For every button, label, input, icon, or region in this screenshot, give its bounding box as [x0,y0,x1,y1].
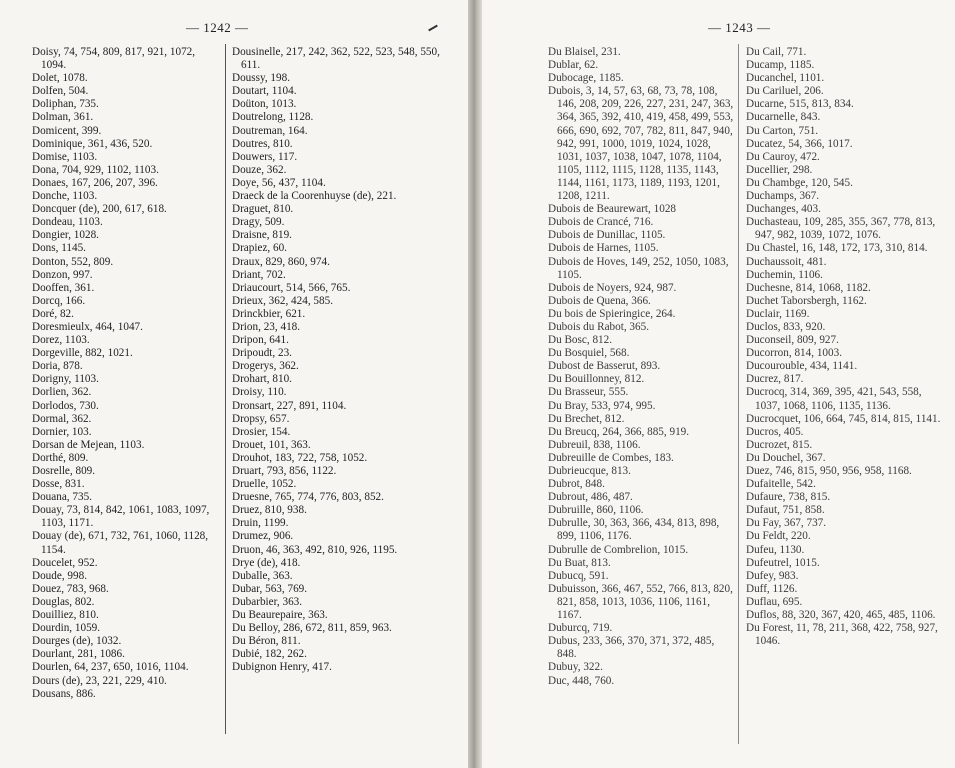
index-entry: Draisne, 819. [232,229,292,242]
index-entry: Dubruille, 860, 1106. [548,504,644,517]
index-entry: Duconseil, 809, 927. [746,334,839,347]
index-entry: Dubarbier, 363. [232,595,303,608]
index-entry: Druart, 793, 856, 1122. [232,465,337,477]
index-entry: Dubuy, 322. [548,661,603,674]
index-entry: Dosse, 831. [32,478,85,491]
index-entry: Doliphan, 735. [32,98,99,111]
index-entry: Dronsart, 227, 891, 1104. [232,399,347,412]
index-entry: Douglas, 802. [32,595,95,608]
index-entry: Drouhot, 183, 722, 758, 1052. [232,451,368,464]
index-entry: Duchanges, 403. [746,203,821,216]
index-entry: Doye, 56, 437, 1104. [232,176,326,189]
index-entry: Douay, 73, 814, 842, 1061, 1083, 1097, 1103, 1171. [32,504,210,530]
index-entry: Dufeu, 1130. [746,543,805,556]
index-entry: Ducrocq, 314, 369, 395, 421, 543, 558, 1037, 1068, 1106, 1135, 1136. [746,386,922,412]
index-entry: Du Blaisel, 231. [548,46,621,58]
index-entry: Dubois de Hoves, 149, 252, 1050, 1083, 1105. [548,255,729,281]
index-entry: Draguet, 810. [232,203,294,216]
index-entry: Dubois, 3, 14, 57, 63, 68, 73, 78, 108, 146, 208, 209, 226, 227, 231, 247, 363, 364, 365, 392, 410, 419, 458, 499, 553, 666, 690, 692, 707, 782, 811, 847, 940, 942, 991, 1000, 1019, 1024, 1028, 1031, 1037, 1038, 1047, 1078, 1104, 1105, 1112, 1115, 1128, 1135, 1143, 1144, 1161, 1173, 1189, 1193, 1201, 1208, 1211. [548,85,734,203]
index-entry: Drion, 23, 418. [232,320,301,333]
index-entry: Dubois du Rabot, 365. [548,320,649,333]
index-entry: Duballe, 363. [232,569,293,582]
index-entry: Dubois de Harnes, 1105. [548,242,659,255]
index-entry: Dourlen, 64, 237, 650, 1016, 1104. [32,661,189,674]
index-entry: Dorigny, 1103. [32,373,99,386]
index-entry: Druin, 1199. [232,517,289,530]
index-entry: Dorcq, 166. [32,294,86,307]
index-entry: Dufaut, 751, 858. [746,504,825,517]
index-entry: Ducatez, 54, 366, 1017. [746,137,853,150]
index-entry: Dosrelle, 809. [32,465,96,477]
index-entry: Duflau, 695. [746,595,803,608]
index-entry: Dons, 1145. [32,242,86,255]
index-entry: Dublar, 62. [548,59,599,72]
index-entry: Dubocage, 1185. [548,72,624,85]
index-entry: Dubuisson, 366, 467, 552, 766, 813, 820, 821, 858, 1013, 1036, 1106, 1161, 1167. [548,582,733,622]
index-entry: Dubrulle, 30, 363, 366, 434, 813, 898, 899, 1106, 1176. [548,517,720,543]
index-entry: Du Brasseur, 555. [548,386,629,399]
index-entry: Dubar, 563, 769. [232,582,308,595]
index-entry: Dubrout, 486, 487. [548,491,633,504]
index-entry: Dondeau, 1103. [32,216,103,229]
index-entry: Du Carton, 751. [746,124,819,137]
index-entry: Domise, 1103. [32,150,98,163]
index-entry: Duchesne, 814, 1068, 1182. [746,281,871,294]
index-entry: Doria, 878. [32,360,83,373]
index-entry: Dubois de Crancé, 716. [548,216,654,229]
index-entry: Dolfen, 504. [32,85,89,98]
index-entry: Driant, 702. [232,268,286,281]
column-divider [225,44,226,734]
index-entry: Drinckbier, 621. [232,307,306,320]
index-entry: Dubois de Beaurewart, 1028 [548,203,677,216]
index-entry: Dubost de Basserut, 893. [548,360,661,373]
index-column [232,46,442,675]
index-entry: Du Forest, 11, 78, 211, 368, 422, 758, 927, 1046. [746,622,938,648]
index-entry: Drohart, 810. [232,373,292,386]
index-entry: Du Beaurepaire, 363. [232,609,328,622]
index-entry: Douana, 735. [32,491,92,504]
index-entry: Donaes, 167, 206, 207, 396. [32,176,158,189]
index-entry: Dorthé, 809. [32,451,89,464]
index-entry: Dubois de Dunillac, 1105. [548,229,666,242]
index-entry: Du bois de Spieringice, 264. [548,307,676,320]
index-entry: Duc, 448, 760. [548,674,615,687]
index-entry: Dubrulle de Combrelion, 1015. [548,543,689,556]
index-entry: Dufaitelle, 542. [746,478,816,491]
index-entry: Doucelet, 952. [32,556,98,569]
index-entry: Ducarnelle, 843. [746,111,821,124]
index-entry: Dourges (de), 1032. [32,635,122,648]
index-entry: Dourlant, 281, 1086. [32,648,125,661]
book-gutter [468,0,482,768]
index-entry: Du Cail, 771. [746,46,807,58]
index-entry: Dubié, 182, 262. [232,648,307,661]
index-entry: Dolman, 361. [32,111,94,124]
index-column [32,46,222,701]
index-entry: Duez, 746, 815, 950, 956, 958, 1168. [746,465,912,477]
index-entry: Doisy, 74, 754, 809, 817, 921, 1072, 1094. [32,46,196,72]
index-entry: Du Fay, 367, 737. [746,517,827,530]
index-entry: Druesne, 765, 774, 776, 803, 852. [232,491,384,504]
index-entry: Draux, 829, 860, 974. [232,255,330,268]
index-entry: Dolet, 1078. [32,72,88,85]
index-entry: Drapiez, 60. [232,242,287,255]
index-entry: Dubois de Noyers, 924, 987. [548,281,677,294]
page-number: — 1243 — [708,20,771,35]
index-entry: Domicent, 399. [32,124,102,137]
index-entry: Dorlodos, 730. [32,399,99,412]
index-entry: Dripoudt, 23. [232,347,292,360]
index-entry: Du Cariluel, 206. [746,85,824,98]
index-entry: Douilliez, 810. [32,609,99,622]
index-entry: Duchamps, 367. [746,190,820,203]
index-entry: Duchemin, 1106. [746,268,823,281]
index-entry: Doncquer (de), 200, 617, 618. [32,203,167,216]
index-entry: Doutres, 810. [232,137,293,150]
index-entry: Duburcq, 719. [548,622,613,635]
index-entry: Dormal, 362. [32,412,92,425]
index-entry: Dorez, 1103. [32,334,90,347]
index-entry: Douze, 362. [232,163,287,176]
index-entry: Drye (de), 418. [232,556,301,569]
index-entry: Duchet Taborsbergh, 1162. [746,294,867,307]
index-entry: Doresmieulx, 464, 1047. [32,320,143,333]
index-entry: Du Cauroy, 472. [746,150,820,163]
column-divider [738,44,739,744]
index-entry: Du Chambge, 120, 545. [746,176,853,189]
index-entry: Driaucourt, 514, 566, 765. [232,281,351,294]
index-entry: Duclos, 833, 920. [746,320,826,333]
index-entry: Du Bosc, 812. [548,334,613,347]
index-entry: Dufaure, 738, 815. [746,491,831,504]
index-entry: Druez, 810, 938. [232,504,307,517]
index-entry: Drouet, 101, 363. [232,438,311,451]
index-entry: Ducellier, 298. [746,163,813,176]
index-entry: Duclair, 1169. [746,307,810,320]
index-entry: Ducorron, 814, 1003. [746,347,843,360]
index-entry: Ducarne, 515, 813, 834. [746,98,854,111]
index-entry: Dripon, 641. [232,334,289,347]
index-entry: Dooffen, 361. [32,281,95,294]
index-entry: Du Brechet, 812. [548,412,625,425]
index-entry: Doude, 998. [32,569,87,582]
index-entry: Droisy, 110. [232,386,287,399]
index-entry: Doutart, 1104. [232,85,297,98]
index-entry: Donche, 1103. [32,190,98,203]
index-entry: Dourdin, 1059. [32,622,101,635]
index-entry: Douay (de), 671, 732, 761, 1060, 1128, 1154. [32,530,209,556]
index-entry: Du Chastel, 16, 148, 172, 173, 310, 814. [746,242,928,255]
index-entry: Dufey, 983. [746,569,799,582]
index-entry: Duchasteau, 109, 285, 355, 367, 778, 813, 947, 982, 1039, 1072, 1076. [746,216,936,242]
index-entry: Ducrez, 817. [746,373,804,386]
index-entry: Du Béron, 811. [232,635,301,648]
index-entry: Dubreuil, 838, 1106. [548,438,641,451]
index-entry: Drogerys, 362. [232,360,299,373]
index-entry: Dominique, 361, 436, 520. [32,137,153,150]
index-entry: Drosier, 154. [232,425,291,438]
index-entry: Du Bray, 533, 974, 995. [548,399,656,412]
index-entry: Du Feldt, 220. [746,530,811,543]
index-entry: Ducanchel, 1101. [746,72,825,85]
pen-mark [428,25,438,32]
index-entry: Dubreuille de Combes, 183. [548,451,674,464]
index-entry: Dufeutrel, 1015. [746,556,820,569]
index-entry: Duflos, 88, 320, 367, 420, 465, 485, 1106. [746,609,936,622]
index-entry: Dropsy, 657. [232,412,290,425]
index-entry: Douwers, 117. [232,150,298,163]
index-entry: Ducourouble, 434, 1141. [746,360,858,373]
right-page [482,0,955,768]
index-entry: Du Breucq, 264, 366, 885, 919. [548,425,690,438]
left-page [0,0,468,768]
index-entry: Dousinelle, 217, 242, 362, 522, 523, 548, 550, 611. [232,46,440,72]
index-entry: Ducamp, 1185. [746,59,815,72]
index-entry: Dongier, 1028. [32,229,99,242]
index-column [746,46,946,648]
index-entry: Dubus, 233, 366, 370, 371, 372, 485, 848. [548,635,715,661]
index-entry: Dousans, 886. [32,687,96,700]
index-entry: Doussy, 198. [232,72,291,85]
index-entry: Douez, 783, 968. [32,582,109,595]
index-entry: Dours (de), 23, 221, 229, 410. [32,674,167,687]
index-entry: Dubignon Henry, 417. [232,661,332,674]
index-entry: Ducros, 405. [746,425,804,438]
index-entry: Dorsan de Mejean, 1103. [32,438,145,451]
index-entry: Dorgeville, 882, 1021. [32,347,133,360]
index-entry: Doutreman, 164. [232,124,308,137]
index-entry: Ducrozet, 815. [746,438,813,451]
index-entry: Du Buat, 813. [548,556,611,569]
index-entry: Druelle, 1052. [232,478,297,491]
index-entry: Dubrot, 848. [548,478,605,491]
index-entry: Dubucq, 591. [548,569,609,582]
index-entry: Du Belloy, 286, 672, 811, 859, 963. [232,622,392,635]
index-entry: Dubrieucque, 813. [548,465,631,477]
index-entry: Doutrelong, 1128. [232,111,314,124]
index-entry: Dorlien, 362. [32,386,92,399]
index-column [548,46,734,688]
index-entry: Drumez, 906. [232,530,294,543]
index-entry: Draeck de la Coorenhuyse (de), 221. [232,190,397,203]
index-entry: Dona, 704, 929, 1102, 1103. [32,163,159,176]
page-number: — 1242 — [186,20,249,35]
index-entry: Du Bosquiel, 568. [548,347,630,360]
index-entry: Du Douchel, 367. [746,451,826,464]
index-entry: Drieux, 362, 424, 585. [232,294,333,307]
index-entry: Doré, 82. [32,307,74,320]
index-entry: Druon, 46, 363, 492, 810, 926, 1195. [232,543,398,556]
index-entry: Doüton, 1013. [232,98,297,111]
index-entry: Duff, 1126. [746,582,798,595]
index-entry: Duchaussoit, 481. [746,255,827,268]
index-entry: Donzon, 997. [32,268,93,281]
index-entry: Donton, 552, 809. [32,255,114,268]
index-entry: Du Bouillonney, 812. [548,373,645,386]
index-entry: Dornier, 103. [32,425,92,438]
index-entry: Dubois de Quena, 366. [548,294,651,307]
index-entry: Dragy, 509. [232,216,285,229]
index-entry: Ducrocquet, 106, 664, 745, 814, 815, 1141. [746,412,941,425]
